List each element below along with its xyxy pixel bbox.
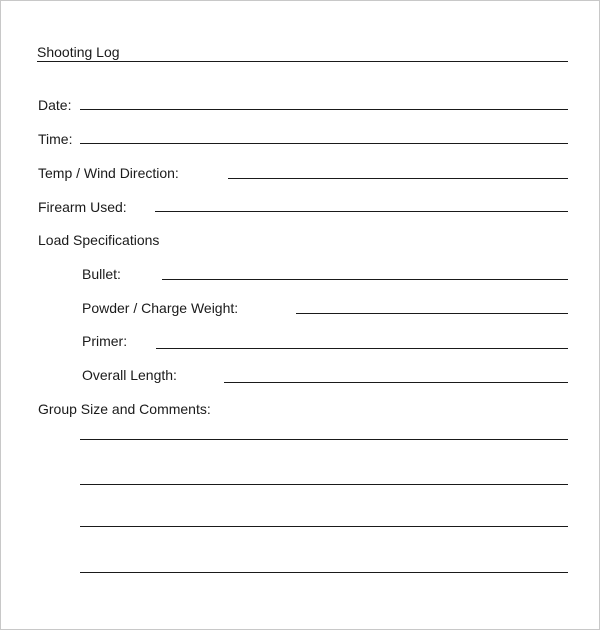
comments-line-1[interactable] (80, 439, 568, 440)
date-input-line[interactable] (80, 109, 568, 110)
temp-wind-input-line[interactable] (228, 178, 568, 179)
overall-length-input-line[interactable] (224, 382, 568, 383)
time-label: Time: (38, 131, 73, 147)
form-title (37, 43, 568, 62)
temp-wind-label: Temp / Wind Direction: (38, 165, 179, 181)
firearm-input-line[interactable] (155, 211, 568, 212)
powder-input-line[interactable] (296, 313, 568, 314)
load-specifications-heading: Load Specifications (38, 232, 160, 248)
comments-line-3[interactable] (80, 526, 568, 527)
date-label: Date: (38, 97, 72, 113)
time-input-line[interactable] (80, 143, 568, 144)
bullet-label: Bullet: (82, 266, 121, 282)
overall-length-label: Overall Length: (82, 367, 177, 383)
firearm-label: Firearm Used: (38, 199, 127, 215)
powder-label: Powder / Charge Weight: (82, 300, 239, 316)
bullet-input-line[interactable] (162, 279, 568, 280)
comments-line-4[interactable] (80, 572, 568, 573)
group-size-comments-label: Group Size and Comments: (38, 401, 211, 417)
form-title-text: Shooting Log (37, 44, 120, 60)
comments-line-2[interactable] (80, 484, 568, 485)
primer-input-line[interactable] (156, 348, 568, 349)
primer-label: Primer: (82, 333, 128, 349)
